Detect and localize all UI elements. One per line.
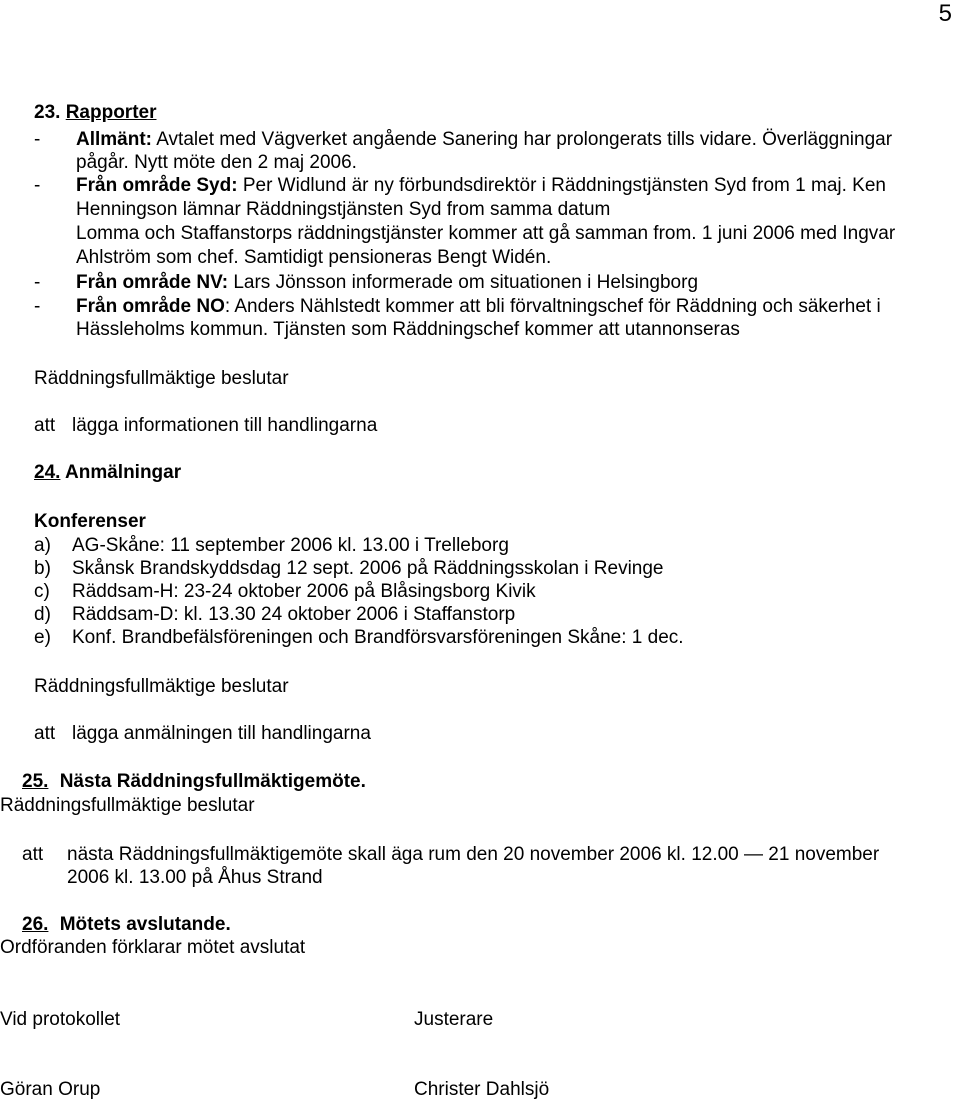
section-23-decision: lägga informationen till handlingarna (72, 415, 378, 436)
section-23-heading (34, 101, 157, 124)
signature-right-role: Justerare (414, 1009, 494, 1030)
section-25-number: 25. (22, 771, 49, 792)
page-number: 5 (938, 0, 952, 27)
section-25-heading (22, 770, 366, 793)
item-no-label: Från område NO (76, 296, 225, 317)
section-24-att: att (34, 723, 56, 744)
section-26-heading (22, 913, 231, 936)
signature-right-name: Christer Dahlsjö (414, 1079, 550, 1100)
section-25-decides: Räddningsfullmäktige beslutar (0, 795, 255, 816)
section-26-number: 26. (22, 914, 49, 935)
section-24-decides: Räddningsfullmäktige beslutar (34, 676, 289, 697)
conference-item: Konf. Brandbefälsföreningen och Brandförsvarsföreningen Skåne: 1 dec. (72, 627, 684, 648)
item-general-label: Allmänt: (76, 129, 152, 150)
conference-item: Räddsam-H: 23-24 oktober 2006 på Blåsingsborg Kivik (72, 581, 536, 602)
section-26-title: Mötets avslutande. (59, 914, 231, 935)
conference-item: Räddsam-D: kl. 13.30 24 oktober 2006 i Staffanstorp (72, 604, 516, 625)
section-23-number: 23. (34, 102, 61, 123)
section-24-title: Anmälningar (65, 462, 182, 483)
section-23-decides: Räddningsfullmäktige beslutar (34, 368, 289, 389)
section-24-number: 24. (34, 462, 61, 483)
section-24-decision: lägga anmälningen till handlingarna (72, 723, 371, 744)
conference-item: AG-Skåne: 11 september 2006 kl. 13.00 i Trelleborg (72, 535, 509, 556)
section-25-title: Nästa Räddningsfullmäktigemöte. (59, 771, 366, 792)
section-25-decision-line2: 2006 kl. 13.00 på Åhus Strand (67, 867, 323, 888)
conference-item: Skånsk Brandskyddsdag 12 sept. 2006 på Räddningsskolan i Revinge (72, 558, 664, 579)
signature-left-name: Göran Orup (0, 1079, 101, 1100)
signature-left-role: Vid protokollet (0, 1009, 121, 1030)
item-nv-label: Från område NV: (76, 272, 229, 293)
section-25-att: att (22, 844, 44, 865)
section-23-att: att (34, 415, 56, 436)
section-24-heading (34, 461, 181, 484)
section-23-title: Rapporter (65, 102, 157, 123)
section-25-decision-line1: nästa Räddningsfullmäktigemöte skall äga rum den 20 november 2006 kl. 12.00 — 21 november (67, 844, 880, 865)
item-syd-label: Från område Syd: (76, 175, 238, 196)
section-26-text: Ordföranden förklarar mötet avslutat (0, 937, 306, 958)
section-24-subtitle: Konferenser (34, 511, 146, 532)
